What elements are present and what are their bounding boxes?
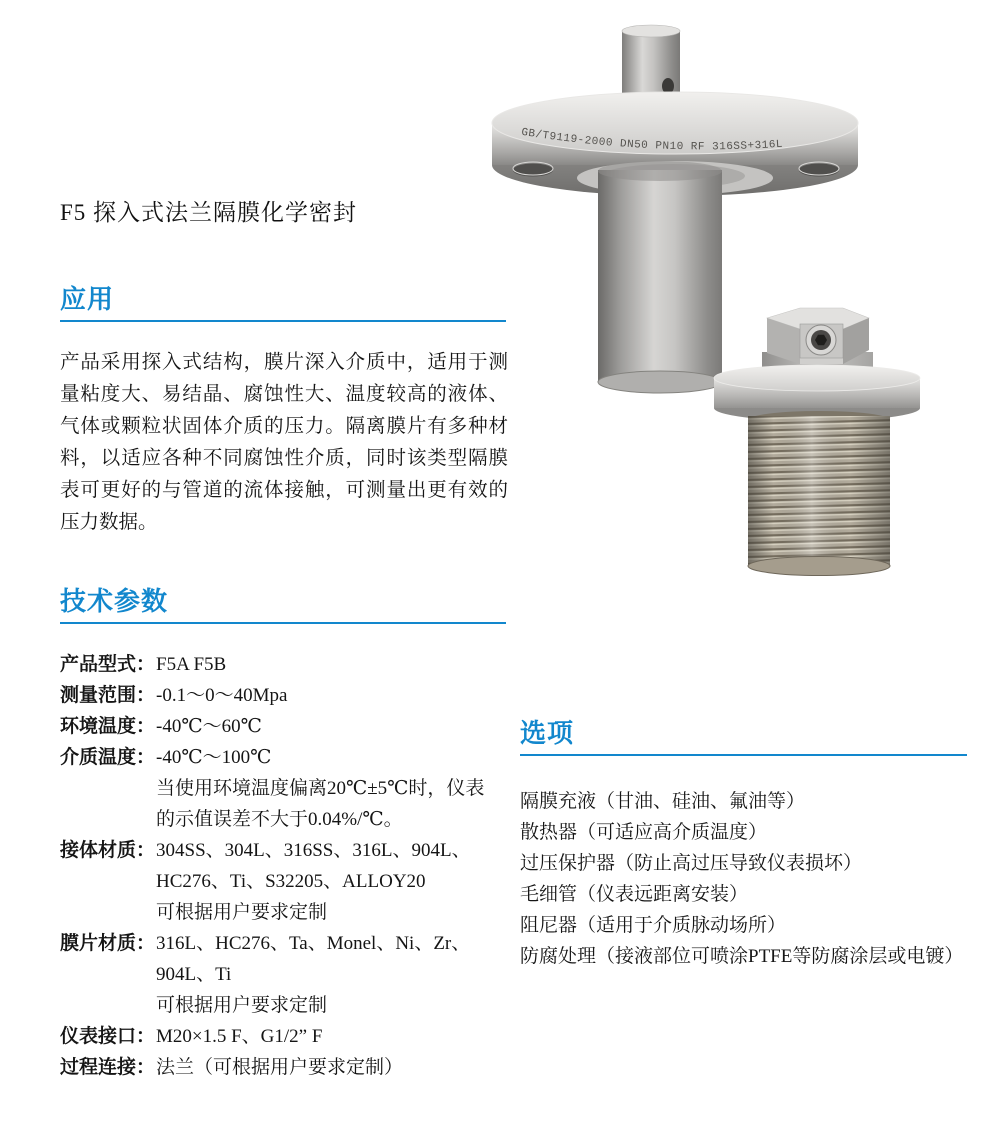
option-item: 隔膜充液（甘油、硅油、氟油等）	[520, 791, 806, 812]
section-heading-options	[520, 718, 967, 756]
param-value: HC276、Ti、S32205、ALLOY20	[156, 871, 426, 892]
option-item: 散热器（可适应高介质温度）	[520, 822, 768, 843]
param-value: 904L、Ti	[156, 964, 232, 985]
param-label: 接体材质：	[60, 840, 156, 861]
param-label: 产品型式：	[60, 654, 156, 675]
param-label: 仪表接口：	[60, 1026, 156, 1047]
option-item: 防腐处理（接液部位可喷涂PTFE等防腐涂层或电镀）	[520, 946, 964, 967]
param-value: 304SS、304L、316SS、316L、904L、	[156, 840, 471, 861]
tech-params-heading-label: 技术参数	[60, 586, 169, 616]
page-title: F5 探入式法兰隔膜化学密封	[60, 200, 358, 225]
param-label: 环境温度：	[60, 716, 156, 737]
param-row	[60, 711, 520, 742]
param-row	[60, 928, 520, 1021]
options-list	[520, 786, 970, 972]
param-value: 316L、HC276、Ta、Monel、Ni、Zr、	[156, 933, 471, 954]
application-heading-label: 应用	[60, 284, 115, 314]
application-paragraph: 产品采用探入式结构，膜片深入介质中，适用于测量粘度大、易结晶、腐蚀性大、温度较高的液体、气体或颗粒状固体介质的压力。隔离膜片有多种材料，以适应各种不同腐蚀性介质，同时该类型隔膜表可更好的与管道的流体接触，可测量出更有效的压力数据。	[60, 352, 508, 533]
section-heading-tech-params	[60, 586, 506, 624]
param-row	[60, 742, 520, 835]
param-value: -0.1～0～40Mpa	[156, 685, 288, 706]
param-label: 膜片材质：	[60, 933, 156, 954]
param-row	[60, 835, 520, 928]
param-value: 可根据用户要求定制	[156, 995, 328, 1016]
option-item: 过压保护器（防止高过压导致仪表损坏）	[520, 853, 863, 874]
option-item: 阻尼器（适用于介质脉动场所）	[520, 915, 787, 936]
param-label: 介质温度：	[60, 747, 156, 768]
section-heading-application	[60, 284, 506, 322]
param-value: 的示值误差不大于0.04%/℃。	[156, 809, 403, 830]
param-row	[60, 680, 520, 711]
options-heading-label: 选项	[520, 718, 575, 748]
param-value: -40℃～100℃	[156, 747, 272, 768]
param-label: 过程连接：	[60, 1057, 156, 1078]
option-item: 毛细管（仪表远距离安装）	[520, 884, 749, 905]
threaded-seal-photo	[703, 298, 933, 593]
param-value: M20×1.5 F、G1/2” F	[156, 1026, 323, 1047]
param-value: -40℃～60℃	[156, 716, 262, 737]
param-row	[60, 1021, 520, 1052]
param-value: 可根据用户要求定制	[156, 902, 328, 923]
collar-disc	[714, 365, 920, 391]
flange-marking-text: GB/T9119-2000 DN50 PN10 RF 316SS+316L	[520, 126, 784, 154]
param-label: 测量范围：	[60, 685, 156, 706]
tech-params-list	[60, 649, 520, 1083]
param-value: 法兰（可根据用户要求定制）	[156, 1057, 404, 1078]
param-row	[60, 649, 520, 680]
param-value: F5A F5B	[156, 654, 227, 675]
param-row	[60, 1052, 520, 1083]
param-value: 当使用环境温度偏离20℃±5℃时，仪表	[156, 778, 485, 799]
